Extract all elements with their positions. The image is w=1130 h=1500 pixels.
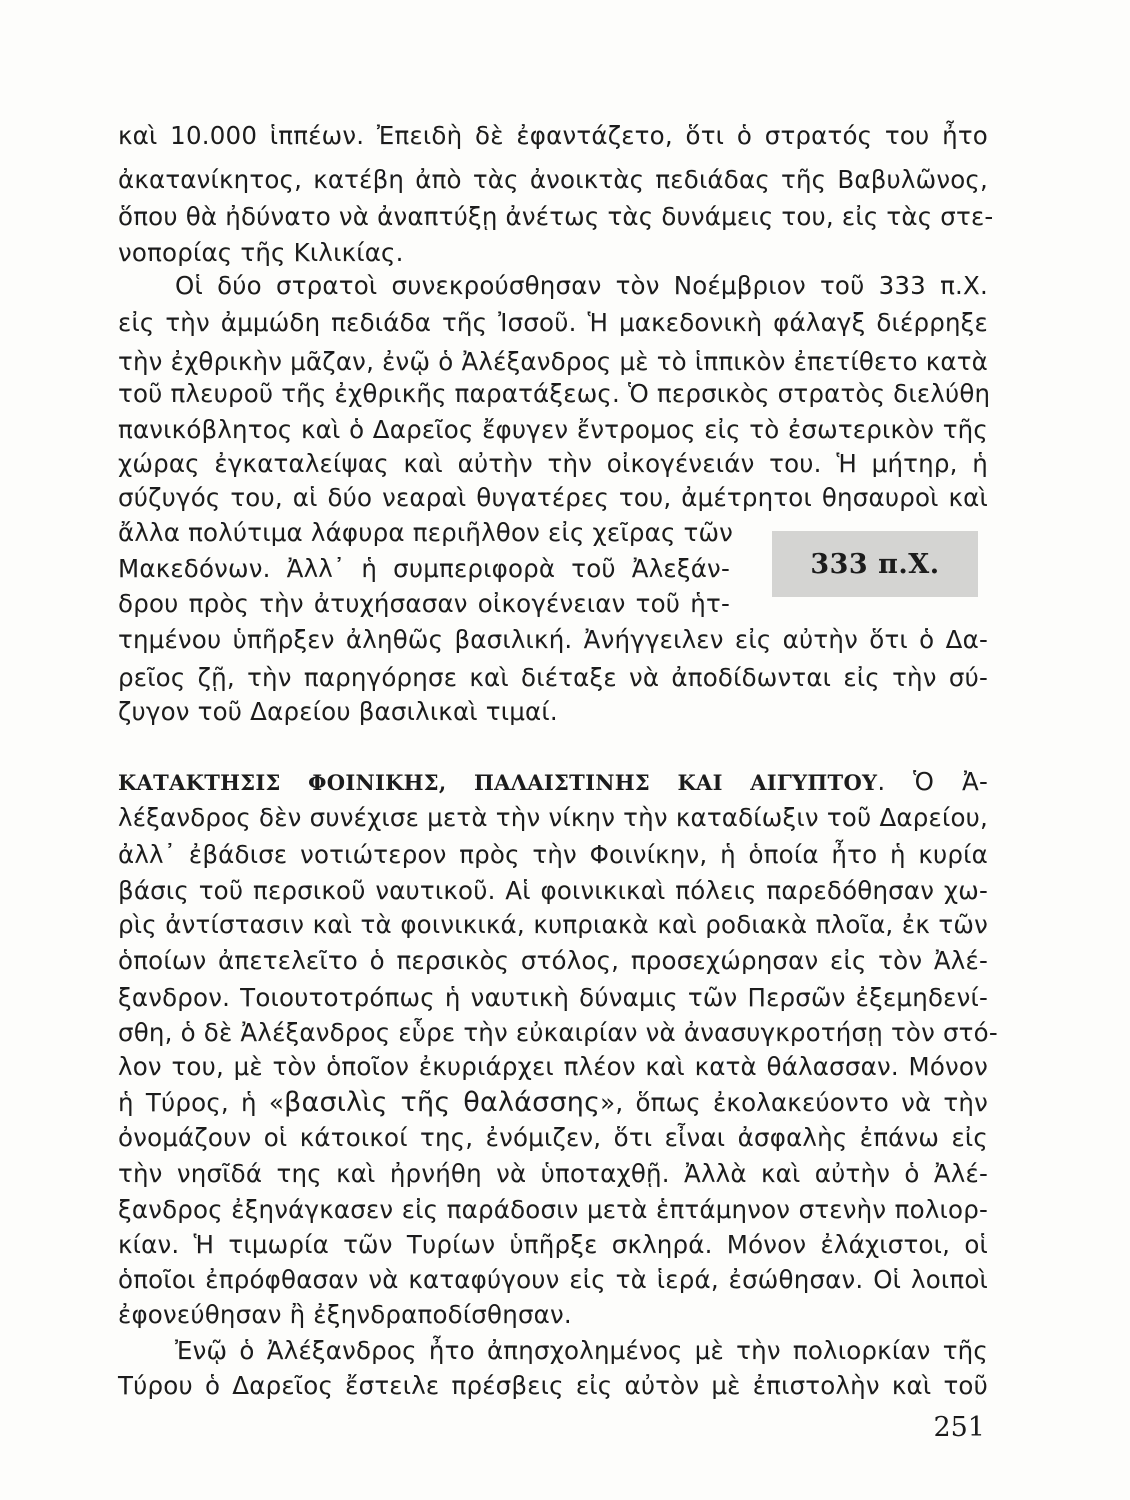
page-number: 251 — [933, 1412, 985, 1443]
margin-date-note: 333 π.Χ. — [772, 531, 978, 597]
text-line: ρεῖος ζῇ, τὴν παρηγόρησε καὶ διέταξε νὰ ἀποδίδωνται εἰς τὴν σύ- — [118, 663, 988, 692]
text-line: ξανδρον. Τοιουτοτρόπως ἡ ναυτικὴ δύναμις τῶν Περσῶν ἐξεμηδενί- — [118, 983, 988, 1012]
heading-tail: . Ὁ Ἀ- — [877, 767, 988, 796]
emphasized-phrase: βασιλὶς τῆς θαλάσσης — [284, 1087, 601, 1118]
text-line — [118, 1085, 988, 1121]
text-line: χώρας ἐγκαταλείψας καὶ αὐτὴν τὴν οἰκογένειάν του. Ἡ μήτηρ, ἡ — [118, 449, 988, 478]
text-line: Τύρου ὁ Δαρεῖος ἔστειλε πρέσβεις εἰς αὐτὸν μὲ ἐπιστολὴν καὶ τοῦ — [118, 1371, 988, 1400]
text-line: ὀνομάζουν οἱ κάτοικοί της, ἐνόμιζεν, ὅτι εἶναι ἀσφαλὴς ἐπάνω εἰς — [118, 1123, 988, 1152]
text-line: ἐφονεύθησαν ἢ ἐξηνδραποδίσθησαν. — [118, 1300, 572, 1329]
text-line: νοπορίας τῆς Κιλικίας. — [118, 238, 404, 267]
text-line: εἰς τὴν ἀμμώδη πεδιάδα τῆς Ἰσσοῦ. Ἡ μακεδονικὴ φάλαγξ διέρρηξε — [118, 308, 988, 337]
text-line: τημένου ὑπῆρξεν ἀληθῶς βασιλική. Ἀνήγγειλεν εἰς αὐτὴν ὅτι ὁ Δα- — [118, 625, 988, 654]
text-line: ἄλλα πολύτιμα λάφυρα περιῆλθον εἰς χεῖρας τῶν — [118, 518, 734, 547]
text-line: ὅπου θὰ ἠδύνατο νὰ ἀναπτύξῃ ἀνέτως τὰς δυνάμεις του, εἰς τὰς στε- — [118, 202, 994, 231]
text-line: Μακεδόνων. Ἀλλ᾽ ἡ συμπεριφορὰ τοῦ Ἀλεξάν- — [118, 554, 730, 583]
text-line: λον του, μὲ τὸν ὁποῖον ἐκυριάρχει πλέον καὶ κατὰ θάλασσαν. Μόνον — [118, 1052, 988, 1081]
text-line: ὁποίων ἀπετελεῖτο ὁ περσικὸς στόλος, προσεχώρησαν εἰς τὸν Ἀλέ- — [118, 946, 988, 975]
text-line: ἀκατανίκητος, κατέβη ἀπὸ τὰς ἀνοικτὰς πεδιάδας τῆς Βαβυλῶνος, — [118, 165, 988, 194]
text-line: τὴν ἐχθρικὴν μᾶζαν, ἐνῷ ὁ Ἀλέξανδρος μὲ τὸ ἱππικὸν ἐπετίθετο κατὰ — [118, 347, 988, 376]
text-line: ἀλλ᾽ ἐβάδισε νοτιώτερον πρὸς τὴν Φοινίκην, ἡ ὁποία ἦτο ἡ κυρία — [118, 840, 988, 869]
text-line: Οἱ δύο στρατοὶ συνεκρούσθησαν τὸν Νοέμβριον τοῦ 333 π.Χ. — [175, 271, 988, 300]
text-line: πανικόβλητος καὶ ὁ Δαρεῖος ἔφυγεν ἔντρομος εἰς τὸ ἐσωτερικὸν τῆς — [118, 415, 988, 444]
text-span: ἡ Τύρος, ἡ « — [118, 1088, 285, 1117]
text-line: σθη, ὁ δὲ Ἀλέξανδρος εὗρε τὴν εὐκαιρίαν νὰ ἀνασυγκροτήσῃ τὸν στό- — [118, 1018, 998, 1047]
text-line: ζυγον τοῦ Δαρείου βασιλικαὶ τιμαί. — [118, 697, 558, 726]
text-line: τὴν νησῖδά της καὶ ἠρνήθη νὰ ὑποταχθῇ. Ἀλλὰ καὶ αὐτὴν ὁ Ἀλέ- — [118, 1159, 988, 1188]
text-line: τοῦ πλευροῦ τῆς ἐχθρικῆς παρατάξεως. Ὁ περσικὸς στρατὸς διελύθη — [118, 379, 991, 408]
text-line: κίαν. Ἡ τιμωρία τῶν Τυρίων ὑπῆρξε σκληρά. Μόνον ἐλάχιστοι, οἱ — [118, 1230, 988, 1259]
text-line: ὁποῖοι ἐπρόφθασαν νὰ καταφύγουν εἰς τὰ ἱερά, ἐσώθησαν. Οἱ λοιποὶ — [118, 1265, 988, 1294]
text-line: Ἐνῷ ὁ Ἀλέξανδρος ἦτο ἀπησχολημένος μὲ τὴν πολιορκίαν τῆς — [175, 1336, 988, 1365]
text-line: λέξανδρος δὲν συνέχισε μετὰ τὴν νίκην τὴν καταδίωξιν τοῦ Δαρείου, — [118, 803, 988, 832]
section-heading: ΚΑΤΑΚΤΗΣΙΣ ΦΟΙΝΙΚΗΣ, ΠΑΛΑΙΣΤΙΝΗΣ ΚΑΙ ΑΙΓΥΠΤΟΥ — [118, 770, 878, 795]
section-heading-line — [118, 764, 988, 800]
text-line: ρὶς ἀντίστασιν καὶ τὰ φοινικικά, κυπριακὰ καὶ ροδιακὰ πλοῖα, ἐκ τῶν — [118, 910, 988, 939]
text-line: δρου πρὸς τὴν ἀτυχήσασαν οἰκογένειαν τοῦ ἡτ- — [118, 589, 730, 618]
text-line: σύζυγός του, αἱ δύο νεαραὶ θυγατέρες του, ἀμέτρητοι θησαυροὶ καὶ — [118, 483, 988, 512]
text-line: καὶ 10.000 ἱππέων. Ἐπειδὴ δὲ ἐφαντάζετο, ὅτι ὁ στρατός του ἦτο — [118, 121, 988, 150]
text-line: βάσις τοῦ περσικοῦ ναυτικοῦ. Αἱ φοινικικαὶ πόλεις παρεδόθησαν χω- — [118, 876, 988, 905]
text-span: », ὅπως ἐκολακεύοντο νὰ τὴν — [600, 1088, 988, 1117]
text-line: ξανδρος ἐξηνάγκασεν εἰς παράδοσιν μετὰ ἑπτάμηνον στενὴν πολιορ- — [118, 1195, 988, 1224]
